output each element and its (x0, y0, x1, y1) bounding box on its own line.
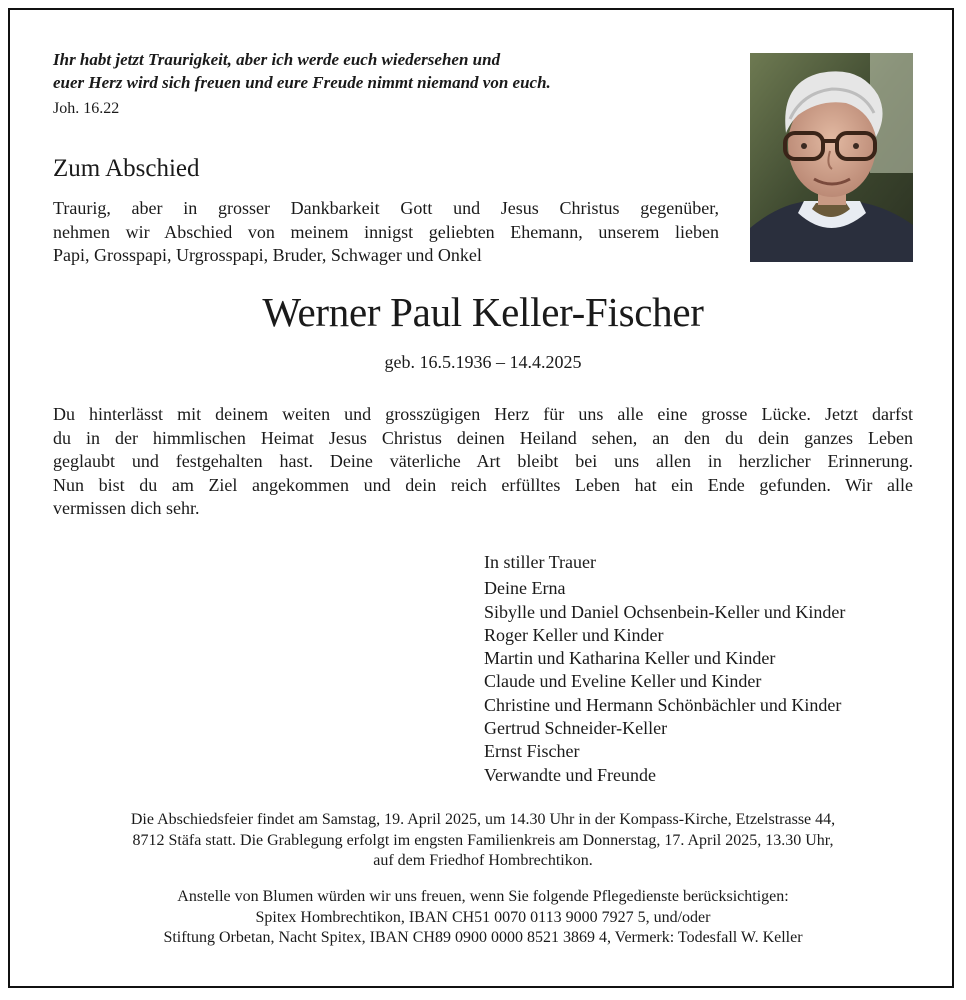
mourner-name: Gertrud Schneider-Keller (484, 718, 668, 739)
mourner-name: Christine und Hermann Schönbächler und Kinder (484, 694, 842, 715)
donation-line: Spitex Hombrechtikon, IBAN CH51 0070 0113 9000 7927 5, und/oder (255, 908, 711, 926)
service-line: auf dem Friedhof Hombrechtikon. (373, 852, 593, 869)
deceased-name: Werner Paul Keller-Fischer (262, 289, 704, 335)
donation-line: Stiftung Orbetan, Nacht Spitex, IBAN CH89 0900 0000 8521 3869 4, Vermerk: Todesfall W. Keller (163, 929, 803, 946)
life-dates: geb. 16.5.1936 – 14.4.2025 (384, 352, 582, 372)
portrait-photo (750, 53, 913, 262)
message-line: Du hinterlässt mit deinem weiten und grosszügigen Herz für uns alle eine grosse Lücke. Jetzt darfst (53, 404, 913, 424)
quote-line: Ihr habt jetzt Traurigkeit, aber ich werde euch wiedersehen und (53, 50, 501, 69)
memorial-message (53, 403, 913, 521)
mourner-name: Ernst Fischer (484, 741, 580, 762)
intro-line: nehmen wir Abschied von meinem innigst geliebten Ehemann, unserem lieben (53, 221, 719, 242)
quote-reference: Joh. 16.22 (53, 100, 120, 117)
mourner-name: Sibylle und Daniel Ochsenbein-Keller und Kinder (484, 601, 846, 622)
mourner-name: Verwandte und Freunde (484, 764, 656, 785)
farewell-intro (53, 197, 719, 268)
mourners-list (484, 551, 924, 787)
mourner-name: Martin und Katharina Keller und Kinder (484, 648, 776, 669)
message-line: vermissen dich sehr. (53, 498, 200, 518)
mourner-name: Deine Erna (484, 578, 566, 599)
donation-line: Anstelle von Blumen würden wir uns freuen, wenn Sie folgende Pflegedienste berücksichtigen: (177, 888, 789, 905)
mourners-heading: In stiller Trauer (484, 552, 596, 572)
message-line: du in der himmlischen Heimat Jesus Christus deinen Heiland sehen, an den du dein ganzes Leben (53, 427, 913, 448)
bible-quote (53, 48, 693, 94)
service-line: Die Abschiedsfeier findet am Samstag, 19. April 2025, um 14.30 Uhr in der Kompass-Kirche, Etzelstrasse 44, (130, 811, 836, 828)
service-line: 8712 Stäfa statt. Die Grablegung erfolgt im engsten Familienkreis am Donnerstag, 17. April 2025, 13.30 Uhr, (132, 831, 834, 849)
farewell-heading: Zum Abschied (53, 155, 200, 182)
quote-line: euer Herz wird sich freuen und eure Freude nimmt niemand von euch. (53, 73, 551, 92)
intro-line: Papi, Grosspapi, Urgrosspapi, Bruder, Schwager und Onkel (53, 245, 482, 265)
intro-line: Traurig, aber in grosser Dankbarkeit Gott und Jesus Christus gegenüber, (53, 198, 719, 218)
service-details (20, 810, 946, 872)
portrait-illustration (750, 53, 913, 262)
mourner-name: Roger Keller und Kinder (484, 624, 664, 645)
mourner-name: Claude und Eveline Keller und Kinder (484, 671, 762, 692)
message-line: geglaubt und festgehalten hast. Deine väterliche Art bleibt bei uns allen in herzlicher Erinnerung. (53, 451, 913, 471)
donation-details (20, 887, 946, 949)
message-line: Nun bist du am Ziel angekommen und dein reich erfülltes Leben hat ein Ende gefunden. Wir alle (53, 474, 913, 495)
